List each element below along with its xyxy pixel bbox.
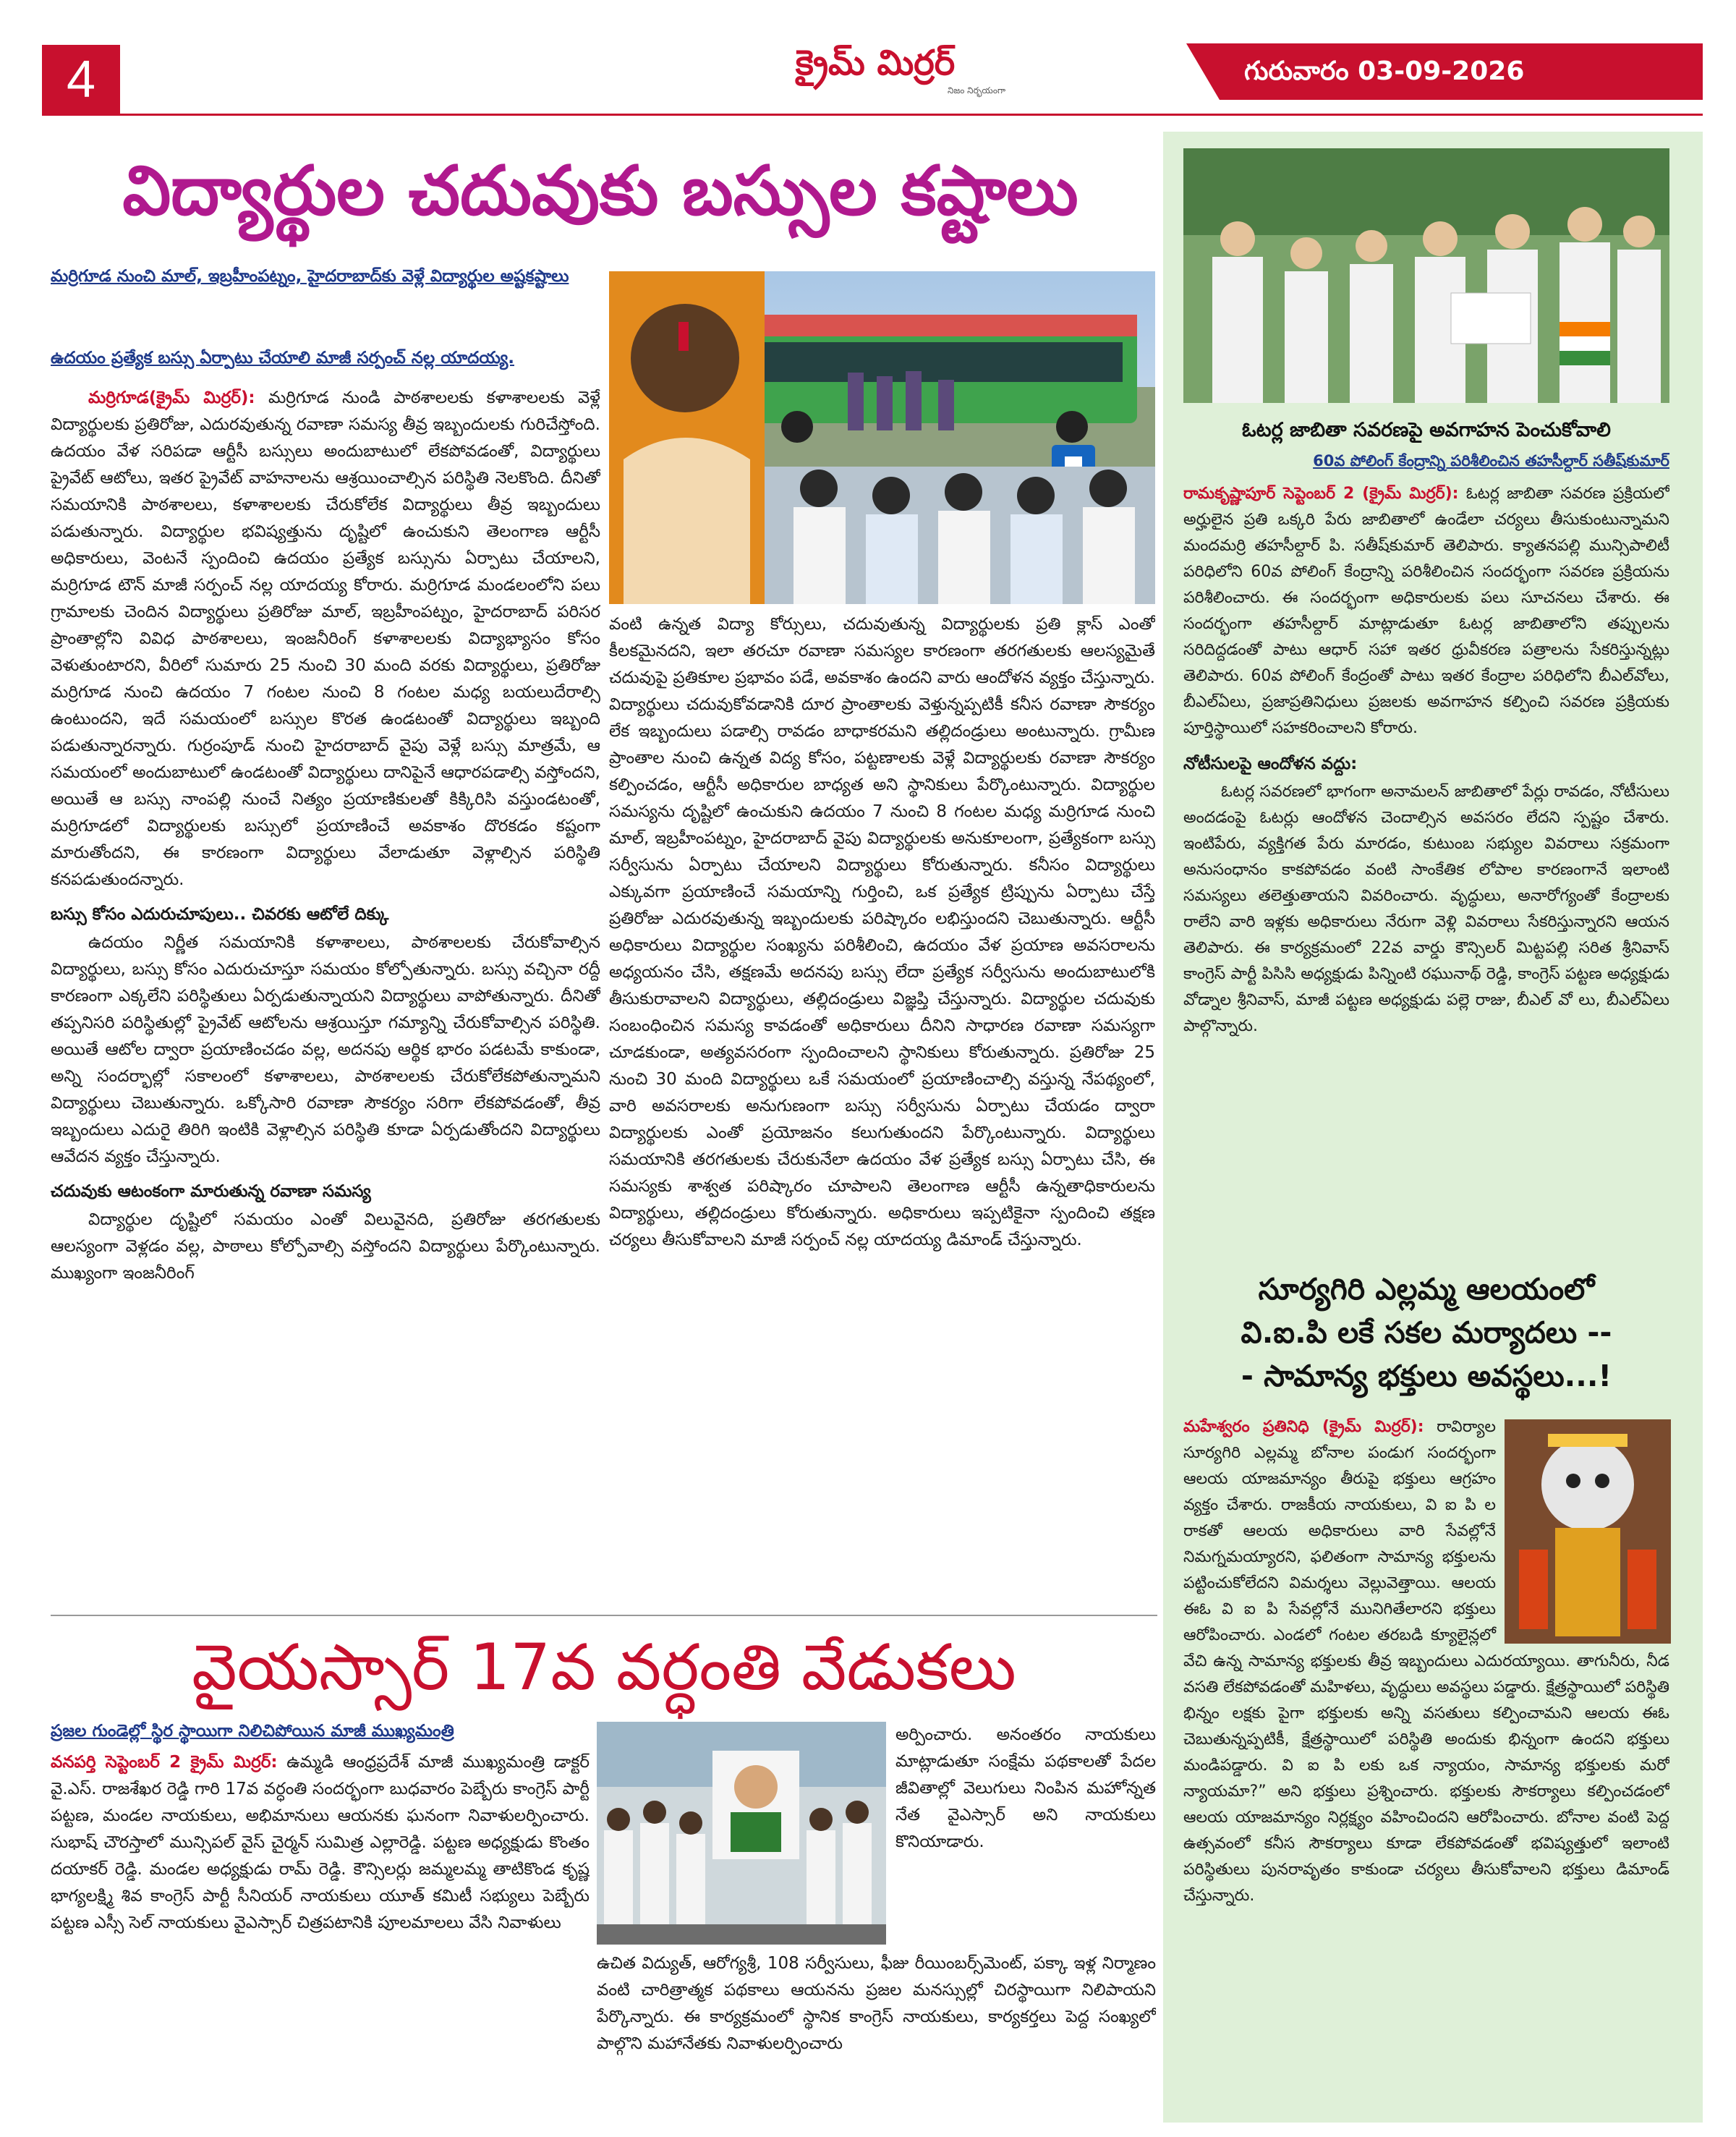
voter-list-photo xyxy=(1183,148,1669,403)
headline-ysr-anniversary: వైయస్సార్ 17వ వర్ధంతి వేడుకలు xyxy=(192,1630,1016,1704)
ysr-tribute-photo xyxy=(597,1722,886,1945)
article3-dateline: రామకృష్ణాపూర్ సెప్టెంబర్ 2 (క్రైమ్ మిర్రర్): xyxy=(1183,485,1459,503)
article2-para-2: అర్పించారు. అనంతరం నాయకులు మాట్లాడుతూ సంక్షేమ పథకాలతో పేదల జీవితాల్లో వెలుగులు నింపిన మహోన్నత నేత వైఎస్సార్ అని నాయకులు కొనియాడారు. xyxy=(895,1725,1156,1851)
article2-dateline: వనపర్తి సెప్టెంబర్ 2 క్రైమ్ మిర్రర్: xyxy=(51,1753,278,1772)
article1-para-4: వంటి ఉన్నత విద్యా కోర్సులు, చదువుతున్న విద్యార్థులకు ప్రతి క్లాస్ ఎంతో కీలకమైనదని, ఇలా తరచూ రవాణా సమస్యల కారణంగా తరగతులకు ఆలస్యమైతే చదువుపై ప్రతికూల ప్రభావం పడే, అవకాశం ఉందని వారు ఆందోళన వ్యక్తం చేస్తున్నారు. విద్యార్థులు చదువుకోవడానికి దూర ప్రాంతాలకు వెళ్తున్నప్పటికీ కనీస రవాణా సౌకర్యం లేక ఇబ్బందులు పడాల్సి రావడం బాధాకరమని తల్లిదండ్రులు అంటున్నారు. గ్రామీణ ప్రాంతాల నుంచి ఉన్నత విద్య కోసం, పట్టణాలకు వెళ్లే విద్యార్థులకు రవాణా సౌకర్యం కల్పించడం, ఆర్టీసీ అధికారుల బాధ్యత అని స్థానికులు పేర్కొంటున్నారు. విద్యార్థుల సమస్యను దృష్టిలో ఉంచుకుని ఉదయం 7 నుంచి 8 గంటల మధ్య మర్రిగూడ నుంచి మాల్, ఇబ్రహీంపట్నం, హైదరాబాద్ వైపు విద్యార్థులకు అనుకూలంగా, ప్రత్యేకంగా బస్సు సర్వీసును ఏర్పాటు చేయాలని విద్యార్థులు కోరుతున్నారు. కనీసం విద్యార్థులు ఎక్కువగా ప్రయాణించే సమయాన్ని గుర్తించి, ఒక ప్రత్యేక ట్రిప్పును ఏర్పాటు చేస్తే ప్రతిరోజు ఎదురవుతున్న ఇబ్బందులకు పరిష్కారం లభిస్తుందని చెబుతున్నారు. ఆర్టీసీ అధికారులు విద్యార్థుల సంఖ్యను పరిశీలించి, ఉదయం వేళ ప్రయాణ అవసరాలను అధ్యయనం చేసి, తక్షణమే అదనపు బస్సు లేదా ప్రత్యేక సర్వీసును అందుబాటులోకి తీసుకురావాలని విద్యార్థులు, తల్లిదండ్రులు విజ్ఞప్తి చేస్తున్నారు. విద్యార్థుల చదువుకు సంబంధించిన సమస్య కావడంతో అధికారులు దీనిని సాధారణ రవాణా సమస్యగా చూడకుండా, అత్యవసరంగా స్పందించాలని స్థానికులు కోరుతున్నారు. ప్రతిరోజు 25 నుంచి 30 మంది విద్యార్థులు ఒకే సమయంలో ప్రయాణించాల్సి వస్తున్న నేపథ్యంలో, వారి అవసరాలకు అనుగుణంగా బస్సు సర్వీసును ఏర్పాటు చేయడం ద్వారా విద్యార్థులకు ఎంతో ప్రయోజనం కలుగుతుందని పేర్కొంటున్నారు. విద్యార్థులు సమయానికి తరగతులకు చేరుకునేలా ఉదయం వేళ ప్రత్యేక బస్సు ఏర్పాటు చేసి, ఈ సమస్యకు శాశ్వత పరిష్కారం చూపాలని తెలంగాణ ఆర్టీసీ ఉన్నతాధికారులను విద్యార్థులు, తల్లిదండ్రులు కోరుతున్నారు. అధికారులు ఇప్పటికైనా స్పందించి తక్షణ చర్యలు తీసుకోవాలని మాజీ సర్పంచ్ నల్ల యాదయ్య డిమాండ్ చేస్తున్నారు. xyxy=(609,615,1155,1249)
article1-dateline: మర్రిగూడ(క్రైమ్ మిర్రర్): xyxy=(88,388,255,407)
article2-subhead: ప్రజల గుండెల్లో స్థిర స్థాయిగా నిలిచిపోయిన మాజీ ముఖ్యమంత్రి xyxy=(51,1722,454,1741)
article2-para-1: ఉమ్మడి ఆంధ్రప్రదేశ్ మాజీ ముఖ్యమంత్రి డాక్టర్ వై.ఎస్. రాజశేఖర రెడ్డి గారి 17వ వర్ధంతి సందర్భంగా బుధవారం పెబ్బేరు కాంగ్రెస్ పార్టీ పట్టణ, మండల నాయకులు, అభిమానులు ఆయనకు ఘనంగా నివాళులర్పించారు. సుభాష్ చౌరస్తాలో మున్సిపల్ వైస్ చైర్మన్ సుమిత్ర ఎల్లారెడ్డి. పట్టణ అధ్యక్షుడు కొంతం దయాకర్ రెడ్డి. మండల అధ్యక్షుడు రామ్ రెడ్డి. కౌన్సిలర్లు జమ్మలమ్మ తాటికొండ కృష్ణ భాగ్యలక్ష్మి శివ కాంగ్రెస్ పార్టీ సీనియర్ నాయకులు యూత్ కమిటీ సభ్యులు పెబ్బేరు పట్టణ ఎస్సీ సెల్ నాయకులు వైఎస్సార్ చిత్రపటానికి పూలమాలలు వేసి నివాళులు xyxy=(51,1753,590,1932)
article3-para-2: ఓటర్ల సవరణలో భాగంగా అనామలన్ జాబితాలో పేర్లు రావడం, నోటీసులు అందడంపై ఓటర్లు ఆందోళన చెందాల్సిన అవసరం లేదని స్పష్టం చేశారు. ఇంటిపేరు, వ్యక్తిగత పేరు మారడం, కుటుంబ సభ్యుల వివరాలు సక్రమంగా అనుసంధానం కాకపోవడం వంటి సాంకేతిక లోపాల కారణంగానే ఇలాంటి సమస్యలు తలెత్తుతాయని వివరించారు. వృద్ధులు, అనారోగ్యంతో కేంద్రాలకు రాలేని వారి ఇళ్లకు అధికారులు నేరుగా వెళ్లి వివరాలు సేకరిస్తున్నారని ఆయన తెలిపారు. ఈ కార్యక్రమంలో 22వ వార్డు కౌన్సిలర్ మిట్టపల్లి సరిత శ్రీనివాస్ కాంగ్రెస్ పార్టీ పిసిసి అధ్యక్షుడు పిన్నింటి రఘునాథ్ రెడ్డి, కాంగ్రెస్ పట్టణ అధ్యక్షుడు వోడ్నాల శ్రీనివాస్, మాజీ పట్టణ అధ్యక్షుడు పల్లె రాజు, బీఎల్ వో లు, బీఎల్‌ఏలు పాల్గొన్నారు. xyxy=(1183,783,1669,1035)
article1-subhead-1: మర్రిగూడ నుంచి మాల్, ఇబ్రహీంపట్నం, హైదరాబాద్‌కు వెళ్లే విద్యార్థుల అష్టకష్టాలు xyxy=(51,267,569,286)
masthead-title: క్రైమ్ మిర్రర్ xyxy=(795,43,956,83)
article2-para-3: ఉచిత విద్యుత్, ఆరోగ్యశ్రీ, 108 సర్వీసులు, ఫీజు రీయింబర్స్‌మెంట్, పక్కా ఇళ్ల నిర్మాణం వంటి చారిత్రాత్మక పథకాలు ఆయనను ప్రజల మనస్సుల్లో చిరస్థాయిగా నిలిపాయని పేర్కొన్నారు. ఈ కార్యక్రమంలో స్థానిక కాంగ్రెస్ నాయకులు, కార్యకర్తలు పెద్ద సంఖ్యలో పాల్గొని మహానేతకు నివాళులర్పించారు xyxy=(597,1954,1156,2053)
article1-subhead-2: ఉదయం ప్రత్యేక బస్సు ఏర్పాటు చేయాలి మాజీ సర్పంచ్ నల్ల యాదయ్య. xyxy=(51,349,514,368)
article1-para-1: మర్రిగూడ నుండి పాఠశాలలకు కళాశాలలకు వెళ్లే విద్యార్థులకు ప్రతిరోజు, ఎదురవుతున్న రవాణా సమస్య తీవ్ర ఇబ్బందులకు గురిచేస్తోంది. ఉదయం వేళ సరిపడా ఆర్టీసీ బస్సులు అందుబాటులో లేకపోవడంతో, విద్యార్థులు ప్రైవేట్ ఆటోలు, ఇతర ప్రైవేట్ వాహనాలను ఆశ్రయించాల్సిన పరిస్థితి నెలకొంది. దీనితో సమయానికి పాఠశాలలు, కళాశాలలకు చేరుకోలేక విద్యార్థులు తీవ్ర ఇబ్బందులు పడుతున్నారు. విద్యార్థుల భవిష్యత్తును దృష్టిలో ఉంచుకుని తెలంగాణ ఆర్టీసీ అధికారులు, వెంటనే స్పందించి ఉదయం ప్రత్యేక బస్సును ఏర్పాటు చేయాలని, మర్రిగూడ టౌన్ మాజీ సర్పంచ్ నల్ల యాదయ్య కోరారు. మర్రిగూడ మండలంలోని పలు గ్రామాలకు చెందిన విద్యార్థులు ప్రతిరోజు మాల్, ఇబ్రహీంపట్నం, హైదరాబాద్ పరిసర ప్రాంతాల్లోని వివిధ పాఠశాలలు, ఇంజనీరింగ్ కళాశాలలకు విద్యాభ్యాసం కోసం వెళుతుంటారని, వీరిలో సుమారు 25 నుంచి 30 మంది వరకు విద్యార్థులు, ప్రతిరోజు మర్రిగూడ నుంచి ఉదయం 7 గంటల నుంచి 8 గంటల మధ్య బయలుదేరాల్సి ఉంటుందని, ఇదే సమయంలో బస్సుల కొరత ఉండటంతో విద్యార్థులు ఇబ్బంది పడుతున్నారన్నారు. గుర్రంపూడ్ నుంచి హైదరాబాద్ వైపు వెళ్లే బస్సు మాత్రమే, ఆ సమయంలో అందుబాటులో ఉండటంతో విద్యార్థులు దానిపైనే ఆధారపడాల్సి వస్తోందని, అయితే ఆ బస్సు నాంపల్లి నుంచే నిత్యం ప్రయాణికులతో కిక్కిరిసి వస్తుండటంతో, మర్రిగూడలో విద్యార్థులకు బస్సులో ప్రయాణించే అవకాశం దొరకడం కష్టంగా మారుతోందని, ఈ కారణంగా విద్యార్థులు వేలాడుతూ వెళ్లాల్సిన పరిస్థితి కనపడుతుందన్నారు. xyxy=(51,388,600,889)
article1-subhead-b: చదువుకు ఆటంకంగా మారుతున్న రవాణా సమస్య xyxy=(51,1182,371,1201)
students-bus-photo xyxy=(609,271,1155,604)
article2-column-2 xyxy=(895,1722,1156,1945)
masthead-tagline: నిజం నిర్భయంగా xyxy=(948,85,1005,95)
section-divider xyxy=(51,1615,1157,1616)
article1-subhead-a: బస్సు కోసం ఎదురుచూపులు.. చివరకు ఆటోలే దిక్కు xyxy=(51,905,389,924)
masthead-logo xyxy=(723,41,1027,95)
article1-column-2 xyxy=(609,611,1155,1610)
article2-column-3 xyxy=(597,1950,1156,2118)
article3-subhead: 60వ పోలింగ్ కేంద్రాన్ని పరిశీలించిన తహసీల్దార్ సతీష్‌కుమార్ xyxy=(1313,452,1669,470)
article4-body xyxy=(1183,1414,1669,2109)
article3-body xyxy=(1183,481,1669,1248)
headline-temple-line-2: వి.ఐ.పి లకే సకల మర్యాదలు -- xyxy=(1241,1315,1612,1350)
article4-dateline: మహేశ్వరం ప్రతినిధి (క్రైమ్ మిర్రర్): xyxy=(1183,1418,1424,1436)
article1-column-1 xyxy=(51,385,600,1582)
header-rule xyxy=(42,114,1703,116)
date-banner xyxy=(1186,43,1703,100)
headline-temple xyxy=(1183,1267,1669,1398)
temple-photo-spacer xyxy=(1496,1414,1669,1647)
article3-subhead-a: నోటీసులపై ఆందోళన వద్దు: xyxy=(1183,755,1358,773)
headline-temple-line-3: - సామాన్య భక్తులు అవస్థలు...! xyxy=(1241,1359,1612,1393)
header-date: గురువారం 03-09-2026 xyxy=(1244,56,1525,86)
article3-caption: ఓటర్ల జాబితా సవరణపై అవగాహన పెంచుకోవాలి xyxy=(1242,419,1611,441)
article2-column-1 xyxy=(51,1749,590,2118)
page-number-box: 4 xyxy=(42,45,120,114)
article1-para-2: ఉదయం నిర్ణీత సమయానికి కళాశాలలు, పాఠశాలలకు చేరుకోవాల్సిన విద్యార్థులు, బస్సు కోసం ఎదురుచూస్తూ సమయం కోల్పోతున్నారు. బస్సు వచ్చినా రద్దీ కారణంగా ఎక్కలేని పరిస్థితులు ఏర్పడుతున్నాయని విద్యార్థులు వాపోతున్నారు. దీనితో తప్పనిసరి పరిస్థితుల్లో ప్రైవేట్ ఆటోలను ఆశ్రయిస్తూ గమ్యాన్ని చేరుకోవాల్సిన పరిస్థితి. అయితే ఆటోల ద్వారా ప్రయాణించడం వల్ల, అదనపు ఆర్థిక భారం పడటమే కాకుండా, అన్ని సందర్భాల్లో సకాలంలో కళాశాలలు, పాఠశాలలకు చేరుకోలేకపోతున్నామని విద్యార్థులు చెబుతున్నారు. ఒక్కోసారి రవాణా సౌకర్యం సరిగా లేకపోవడంతో, తీవ్ర ఇబ్బందులు ఎదురై తిరిగి ఇంటికి వెళ్లాల్సిన పరిస్థితి కూడా ఏర్పడుతోందని విద్యార్థులు ఆవేదన వ్యక్తం చేస్తున్నారు. xyxy=(51,933,600,1166)
headline-students-bus: విద్యార్థుల చదువుకు బస్సుల కష్టాలు xyxy=(122,152,1078,231)
headline-temple-line-1: సూర్యగిరి ఎల్లమ్మ ఆలయంలో xyxy=(1258,1272,1595,1307)
article1-para-3: విద్యార్థుల దృష్టిలో సమయం ఎంతో విలువైనది, ప్రతిరోజు తరగతులకు ఆలస్యంగా వెళ్లడం వల్ల, పాఠాలు కోల్పోవాల్సి వస్తోందని విద్యార్థులు పేర్కొంటున్నారు. ముఖ్యంగా ఇంజనీరింగ్ xyxy=(51,1210,600,1283)
article4-para-1: రావిర్యాల సూర్యగిరి ఎల్లమ్మ బోనాల పండుగ సందర్భంగా ఆలయ యాజమాన్యం తీరుపై భక్తులు ఆగ్రహం వ్యక్తం చేశారు. రాజకీయ నాయకులు, వి ఐ పి ల రాకతో ఆలయ అధికారులు వారి సేవల్లోనే నిమగ్నమయ్యారని, ఫలితంగా సామాన్య భక్తులను పట్టించుకోలేదని విమర్శలు వెల్లువెత్తాయి. ఆలయ ఈఓ వి ఐ పి సేవల్లోనే మునిగితేలారని భక్తులు ఆరోపించారు. ఎండలో గంటల తరబడి క్యూలైన్లలో వేచి ఉన్న సామాన్య భక్తులకు తీవ్ర ఇబ్బందులు ఎదురయ్యాయి. తాగునీరు, నీడ వసతి లేకపోవడంతో మహిళలు, వృద్ధులు అవస్థలు పడ్డారు. క్షేత్రస్థాయిలో పరిస్థితి భిన్నం లక్షకు పైగా భక్తులకు అన్ని వసతులు కల్పించామని ఆలయ ఈఓ చెబుతున్నప్పటికీ, క్షేత్రస్థాయిలో పరిస్థితి అందుకు భిన్నంగా ఉందని భక్తులు మండిపడ్డారు. వి ఐ పి లకు ఒక న్యాయం, సామాన్య భక్తులకు మరో న్యాయమా?” అని భక్తులు ప్రశ్నించారు. భక్తులకు సౌకర్యాలు కల్పించడంలో ఆలయ యాజమాన్యం నిర్లక్ష్యం వహించిందని ఆరోపించారు. బోనాల వంటి పెద్ద ఉత్సవంలో కనీస సౌకర్యాలు కూడా లేకపోవడంతో భవిష్యత్తులో ఇలాంటి పరిస్థితులు పునరావృతం కాకుండా చర్యలు తీసుకోవాలని భక్తులు డిమాండ్ చేస్తున్నారు. xyxy=(1183,1418,1669,1905)
article3-para-1: ఓటర్ల జాబితా సవరణ ప్రక్రియలో అర్హులైన ప్రతి ఒక్కరి పేరు జాబితాలో ఉండేలా చర్యలు తీసుకుంటున్నామని మందమర్రి తహసీల్దార్ పి. సతీష్‌కుమార్ తెలిపారు. క్యాతనపల్లి మున్సిపాలిటీ పరిధిలోని 60వ పోలింగ్ కేంద్రాన్ని పరిశీలించిన సందర్భంగా సవరణ ప్రక్రియను పరిశీలించారు. ఈ సందర్భంగా అధికారులకు పలు సూచనలు చేశారు. ఈ సందర్భంగా తహసీల్దార్ మాట్లాడుతూ ఓటర్ల జాబితాలోని తప్పులను సరిదిద్దడంతో పాటు ఆధార్ సహా ఇతర ధ్రువీకరణ పత్రాలను సేకరిస్తున్నట్లు తెలిపారు. 60వ పోలింగ్ కేంద్రంతో పాటు ఇతర కేంద్రాల పరిధిలోని బీఎల్‌వోలు, బీఎల్‌ఏలు, ప్రజాప్రతినిధులు ప్రజలకు అవగాహన కల్పించి సవరణ ప్రక్రియకు పూర్తిస్థాయిలో సహకరించాలని కోరారు. xyxy=(1183,485,1669,737)
